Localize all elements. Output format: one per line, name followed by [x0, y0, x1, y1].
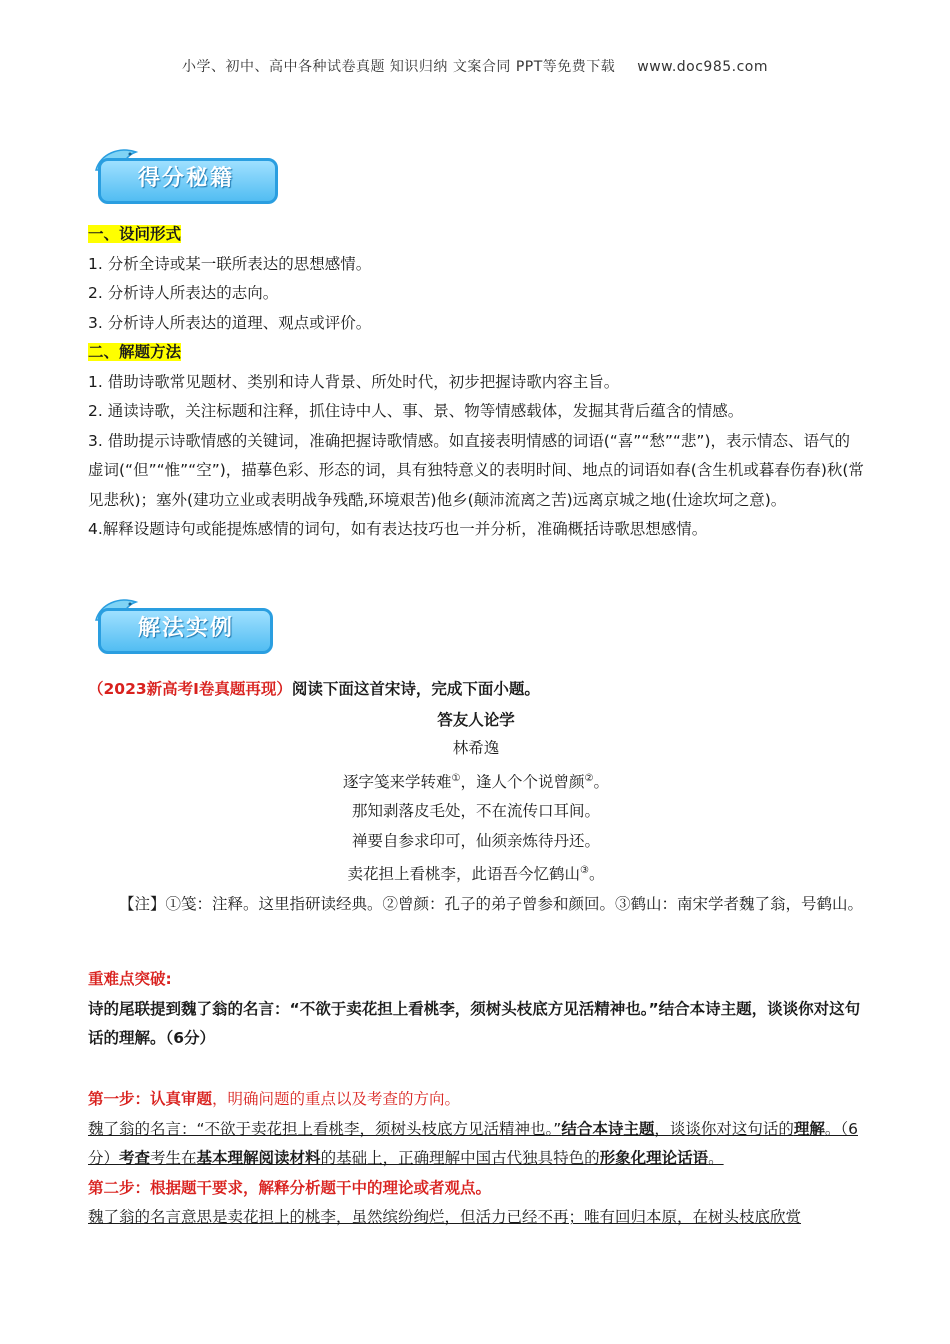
method-3: 3. 借助提示诗歌情感的关键词，准确把握诗歌情感。如直接表明情感的词语(“喜”“愁”“悲”)，表示情态、语气的虚词(“但”“惟”“空”)，描摹色彩、形态的词，具有独特意义的表明时间、地点的词语如春(含生机或暮春伤春)秋(常见悲秋)；塞外(建功立业或表明战争残酷,环境艰苦)他乡(颠沛流离之苦)远离京城之地(仕途坎坷之意)。 — [88, 431, 864, 509]
step1-text3: 的基础上，正确理解中国古代独具特色的 — [320, 1149, 600, 1167]
banner-score-secrets — [90, 150, 280, 204]
step1-basic: 基本理解阅读材料 — [196, 1149, 321, 1167]
poem-note: 【注】①笺：注释。这里指研读经典。②曾颜：孔子的弟子曾参和颜回。③鹤山：南宋学者魏了翁，号鹤山。 — [119, 894, 864, 913]
step1-label: 第一步：认真审题 — [88, 1090, 213, 1108]
poem-line-1 — [88, 764, 864, 798]
poem-title: 答友人论学 — [437, 709, 515, 729]
steps-section — [88, 1085, 864, 1233]
step1-end: 。 — [708, 1149, 724, 1167]
step1-rest: ，明确问题的重点以及考查的方向。 — [212, 1090, 461, 1108]
note-mark: ② — [584, 772, 594, 784]
step1-quote: 魏了翁的名言：“不欲于卖花担上看桃李，须树头枝底方见活精神也。” — [88, 1119, 562, 1138]
analysis-label: 重难点突破: — [88, 970, 172, 988]
poem-line-text: 逐字笺来学转难 — [343, 772, 452, 791]
section2-heading: 二、解题方法 — [88, 343, 182, 361]
method-4: 4.解释设题诗句或能提炼感情的词句，如有表达技巧也一并分析，准确概括诗歌思想感情。 — [88, 520, 708, 538]
analysis-question: 诗的尾联提到魏了翁的名言：“不欲于卖花担上看桃李，须树头枝底方见活精神也。”结合本诗主题，谈谈你对这句话的理解。（6分） — [88, 999, 861, 1047]
poem-line-4 — [88, 856, 864, 890]
step1-theme: 结合本诗主题 — [561, 1119, 655, 1138]
banner-solution-examples — [90, 600, 280, 654]
step1-discourse: 形象化理论话语 — [599, 1149, 709, 1167]
note-mark: ① — [451, 772, 461, 784]
step2-text: 魏了翁的名言意思是卖花担上的桃李，虽然缤纷绚烂，但活力已经不再；唯有回归本原，在树头枝底欣赏 — [88, 1208, 802, 1226]
note-mark: ③ — [580, 865, 589, 877]
section1-heading: 一、设问形式 — [88, 225, 182, 243]
section1-item-3: 3. 分析诗人所表达的道理、观点或评价。 — [88, 313, 372, 332]
section1-item-2: 2. 分析诗人所表达的志向。 — [88, 284, 279, 302]
poem-author: 林希逸 — [452, 739, 500, 757]
example-source: （2023新高考I卷真题再现） — [88, 680, 292, 698]
banner-title: 得分秘籍 — [138, 166, 235, 191]
poem-line-text: 。 — [593, 772, 609, 791]
step2-label: 第二步：根据题干要求，解释分析题干中的理论或者观点。 — [88, 1178, 492, 1197]
page-header — [0, 56, 950, 76]
poem-line-3: 禅要自参求印可，仙须亲炼待丹还。 — [351, 831, 600, 850]
poem-line-2: 那知剥落皮毛处，不在流传口耳间。 — [351, 802, 600, 821]
example-instruction: 阅读下面这首宋诗，完成下面小题。 — [291, 680, 540, 698]
banner-title: 解法实例 — [138, 616, 235, 641]
poem-line-text: ，逢人个个说曾颜 — [460, 772, 585, 791]
step1-text: ，谈谈你对这句话的 — [654, 1119, 794, 1138]
step1-score: 。（6分） — [88, 1119, 858, 1167]
method-1: 1. 借助诗歌常见题材、类别和诗人背景、所处时代，初步把握诗歌内容主旨。 — [88, 372, 620, 391]
example-section — [88, 675, 864, 919]
method-2: 2. 通读诗歌，关注标题和注释，抓住诗中人、事、景、物等情感载体，发掘其背后蕴含的情感。 — [88, 402, 744, 420]
analysis-section — [88, 965, 864, 1054]
section-question-forms — [88, 220, 864, 545]
poem-line-text: 。 — [588, 865, 605, 884]
header-text: 小学、初中、高中各种试卷真题 知识归纳 文案合同 PPT等免费下载 — [181, 59, 616, 75]
section1-item-1: 1. 分析全诗或某一联所表达的思想感情。 — [88, 254, 372, 273]
step1-understand: 理解 — [793, 1119, 825, 1138]
step1-test: 考查 — [119, 1149, 151, 1167]
header-url[interactable]: www.doc985.com — [637, 59, 769, 75]
step1-text2: 考生在 — [150, 1149, 197, 1167]
step1-body — [88, 1115, 864, 1174]
poem-line-text: 卖花担上看桃李，此语吾今忆鹤山 — [347, 865, 581, 884]
